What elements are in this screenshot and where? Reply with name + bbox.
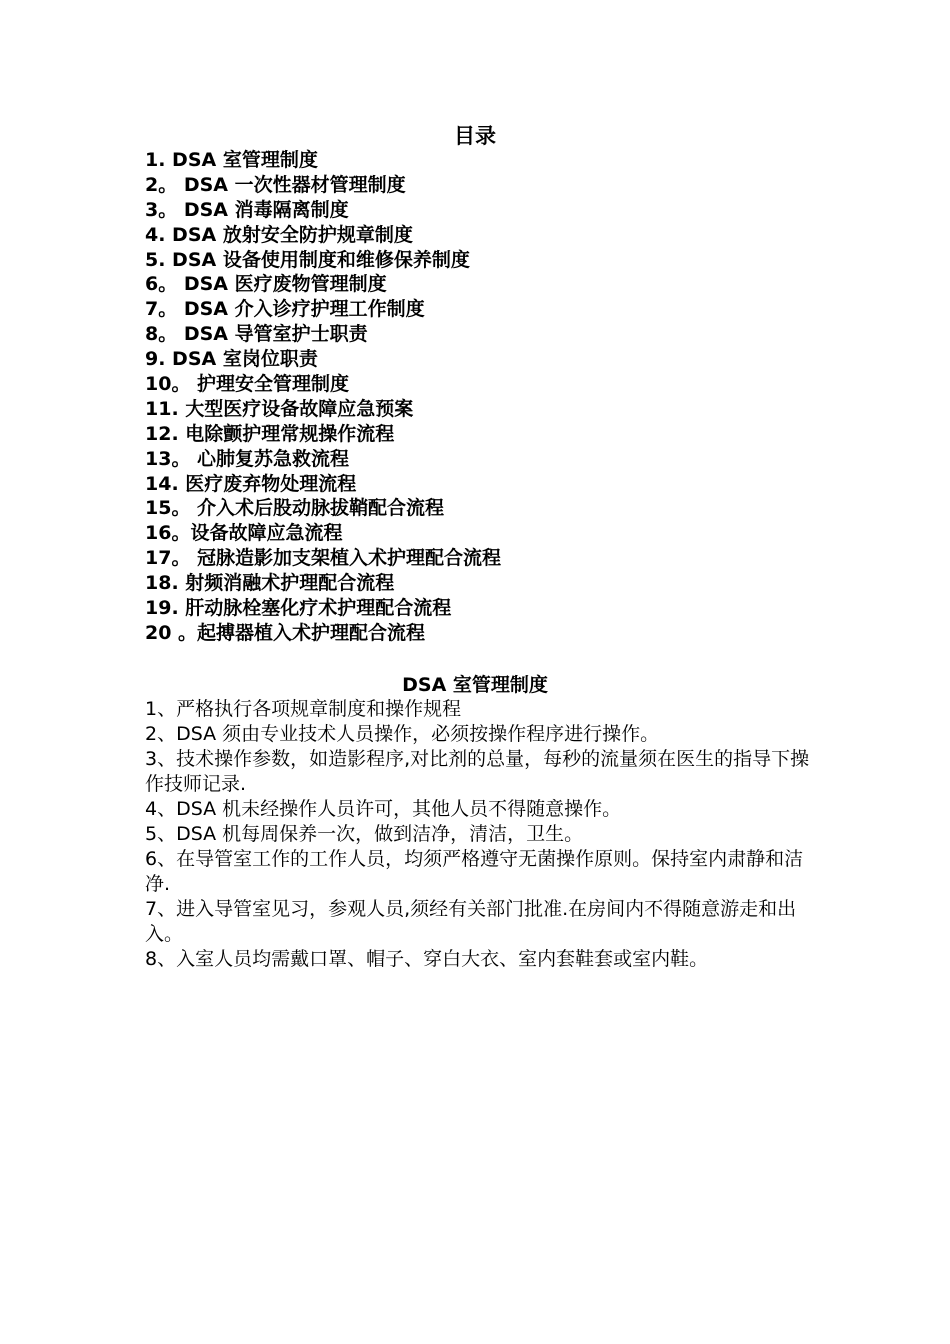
toc-item: 12. 电除颤护理常规操作流程	[145, 422, 395, 445]
rule-paragraph: 6、在导管室工作的工作人员，均须严格遵守无菌操作原则。保持室内肃静和洁净.	[145, 848, 804, 895]
toc-item: 18. 射频消融术护理配合流程	[145, 572, 395, 595]
rule-paragraph: 7、进入导管室见习，参观人员,须经有关部门批准.在房间内不得随意游走和出入。	[145, 898, 797, 945]
toc-item: 14. 医疗废弃物处理流程	[145, 472, 357, 495]
section-title: DSA 室管理制度	[402, 674, 548, 696]
rule-paragraph: 2、DSA 须由专业技术人员操作，必须按操作程序进行操作。	[145, 723, 660, 745]
toc-item: 17。 冠脉造影加支架植入术护理配合流程	[145, 547, 502, 570]
rule-paragraph: 3、技术操作参数，如造影程序,对比剂的总量，每秒的流量须在医生的指导下操作技师记录.	[145, 748, 810, 795]
toc-item: 2。 DSA 一次性器材管理制度	[145, 173, 406, 196]
rule-paragraph: 4、DSA 机未经操作人员许可，其他人员不得随意操作。	[145, 798, 622, 820]
rule-paragraph: 1、严格执行各项规章制度和操作规程	[145, 698, 462, 720]
rules-list	[145, 697, 810, 972]
toc-item: 13。 心肺复苏急救流程	[145, 447, 350, 470]
toc-item: 16。设备故障应急流程	[145, 522, 343, 545]
toc-item: 8。 DSA 导管室护士职责	[145, 323, 368, 346]
toc-item: 4. DSA 放射安全防护规章制度	[145, 223, 413, 246]
toc-item: 15。 介入术后股动脉拔鞘配合流程	[145, 497, 445, 520]
toc-item: 6。 DSA 医疗废物管理制度	[145, 273, 387, 296]
rule-paragraph: 8、入室人员均需戴口罩、帽子、穿白大衣、室内套鞋套或室内鞋。	[145, 948, 709, 970]
rule-paragraph: 5、DSA 机每周保养一次，做到洁净，清洁，卫生。	[145, 823, 584, 845]
toc-item: 20 。起搏器植入术护理配合流程	[145, 621, 426, 644]
toc-item: 11. 大型医疗设备故障应急预案	[145, 397, 414, 420]
toc-item: 5. DSA 设备使用制度和维修保养制度	[145, 248, 470, 271]
toc-item: 19. 肝动脉栓塞化疗术护理配合流程	[145, 597, 452, 620]
toc-item: 3。 DSA 消毒隔离制度	[145, 198, 349, 221]
toc-item: 9. DSA 室岗位职责	[145, 348, 318, 371]
toc-item: 7。 DSA 介入诊疗护理工作制度	[145, 298, 425, 321]
toc-item: 10。 护理安全管理制度	[145, 373, 350, 396]
toc-list	[145, 148, 501, 646]
toc-item: 1. DSA 室管理制度	[145, 149, 318, 171]
toc-title: 目录	[454, 124, 496, 148]
